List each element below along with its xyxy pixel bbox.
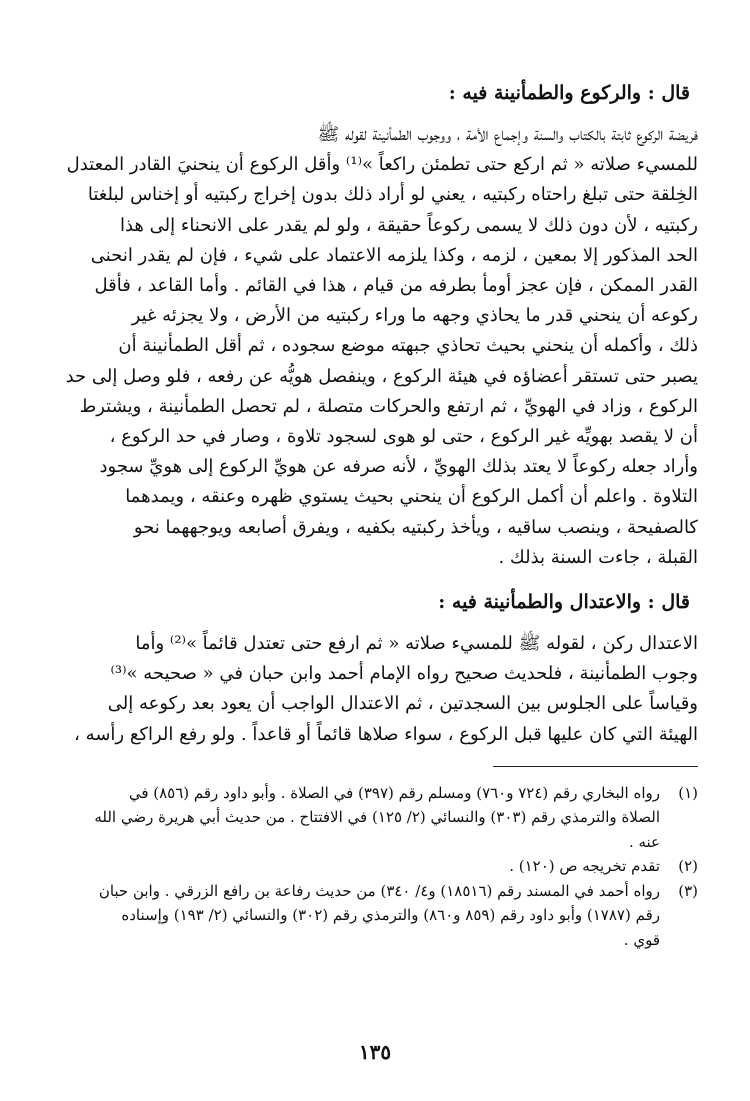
text-line: يصبر حتى تستقر أعضاؤه في هيئة الركوع ، وينفصل هويُّه عن رفعه ، فلو وصل إلى حد bbox=[65, 365, 698, 387]
text-line: الحد المذكور إلا بمعين ، لزمه ، وكذا يلزمه الاعتماد على شيء ، فإن لم يقدر انحنى bbox=[90, 244, 698, 266]
text-line: الهيئة التي كان عليها قبل الركوع ، سواء صلاها قائماً أو قاعداً . ولو رفع الراكع رأسه ، bbox=[74, 723, 698, 745]
section-heading-itidal: قال : والاعتدال والطمأنينة فيه : bbox=[438, 591, 690, 614]
footnote-line: تقدم تخريجه ص (١٢٠) . bbox=[509, 857, 660, 876]
text-line: للمسيء صلاته « ثم اركع حتى تطمئن راكعاً »⁽¹⁾ وأقل الركوع أن ينحنيَ القادر المعتدل bbox=[66, 154, 698, 176]
text-line: كالصفيحة ، وينصب ساقيه ، ويأخذ ركبتيه بكفيه ، ويفرق أصابعه ويوجههما نحو bbox=[133, 516, 698, 538]
text-line: فريضة الركوع ثابتة بالكتاب والسنة وإجماع الأمة ، ووجوب الطمأنينة لقوله ﷺ bbox=[317, 124, 698, 145]
footnote-line: عنه . bbox=[628, 832, 660, 851]
footnote-line: رقم (١٧٨٧) وأبو داود رقم (٨٥٩ و٨٦٠) والترمذي رقم (٣٠٢) والنسائي (٢/ ١٩٣) وإسناده bbox=[121, 906, 660, 925]
text-line: ذلك ، وأكمله أن ينحني بحيث تحاذي جبهته موضع سجوده ، ثم أقل الطمأنينة أن bbox=[118, 335, 698, 357]
text-line: القبلة ، جاءت السنة بذلك . bbox=[498, 546, 698, 568]
text-line: أن لا يقصد بهويِّه غير الركوع ، حتى لو هوى لسجود تلاوة ، وصار في حد الركوع ، bbox=[109, 426, 698, 448]
footnote-text bbox=[62, 781, 660, 855]
footnote-3 bbox=[62, 879, 698, 953]
text-line: الاعتدال ركن ، لقوله ﷺ للمسيء صلاته « ثم ارفع حتى تعتدل قائماً »⁽²⁾ وأما bbox=[135, 633, 698, 655]
text-line: الركوع ، وزاد في الهويِّ ، ثم ارتفع والحركات متصلة ، لم تحصل الطمأنينة ، ويشترط bbox=[79, 395, 698, 417]
page-number: ١٣٥ bbox=[358, 1040, 392, 1064]
text-line: وجوب الطمأنينة ، فلحديث صحيح رواه الإمام أحمد وابن حبان في « صحيحه »⁽³⁾ bbox=[110, 663, 698, 685]
paragraph-ruku bbox=[62, 120, 698, 573]
text-line: القدر الممكن ، فإن عجز أومأ بطرفه من قيام ، هذا في القائم . وأما القاعد ، فأقل bbox=[94, 275, 698, 297]
footnote-1 bbox=[62, 781, 698, 855]
footnote-number: (٢) bbox=[678, 857, 698, 876]
text-line: وأراد جعله ركوعاً لا يعتد بذلك الهويِّ ، لأنه صرفه عن هويِّ الركوع إلى هويِّ سجود bbox=[99, 456, 698, 478]
footnote-number: (٣) bbox=[678, 881, 698, 900]
section-itidal bbox=[62, 587, 698, 750]
footnote-line: رواه أحمد في المسند رقم (١٨٥١٦) و٤/ ٣٤٠) من حديث رفاعة بن رافع الزرقي . وابن حبان bbox=[98, 881, 660, 900]
text-line: وقياساً على الجلوس بين السجدتين ، ثم الاعتدال الواجب أن يعود بعد ركوعه إلى bbox=[107, 693, 698, 715]
footnote-divider bbox=[493, 766, 698, 767]
section-ruku bbox=[62, 78, 698, 573]
text-line: التلاوة . واعلم أن أكمل الركوع أن ينحني بحيث يستوي ظهره وعنقه ، ويمدهما bbox=[125, 486, 698, 508]
footnote-text bbox=[62, 879, 660, 953]
footnote-line: رواه البخاري رقم (٧٢٤ و٧٦٠) ومسلم رقم (٣٩٧) في الصلاة . وأبو داود رقم (٨٥٦) في bbox=[128, 783, 660, 802]
footnote-line: قوي . bbox=[623, 930, 660, 949]
footnote-number: (١) bbox=[678, 783, 698, 802]
footnote-2 bbox=[62, 854, 698, 879]
footnote-text bbox=[62, 854, 660, 879]
section-heading-ruku: قال : والركوع والطمأنينة فيه : bbox=[448, 82, 690, 104]
text-line: ركبتيه ، لأن دون ذلك لا يسمى ركوعاً حقيقة ، ولو لم يقدر على الانحناء إلى هذا bbox=[119, 214, 698, 236]
footnotes bbox=[62, 781, 698, 953]
paragraph-itidal bbox=[62, 629, 698, 750]
text-line: ركوعه أن ينحني قدر ما يحاذي وجهه ما وراء ركبتيه من الأرض ، ولا يجزئه غير bbox=[131, 305, 698, 327]
footnote-line: الصلاة والترمذي رقم (٣٠٣) والنسائي (٢/ ١٢٥) في الافتتاح . من حديث أبي هريرة رضي الله bbox=[94, 808, 660, 827]
text-line: الخِلقة حتى تبلغ راحتاه ركبتيه ، يعني لو أراد ذلك بدون إخراج ركبتيه أو إخناس لبلغتا bbox=[87, 184, 698, 206]
